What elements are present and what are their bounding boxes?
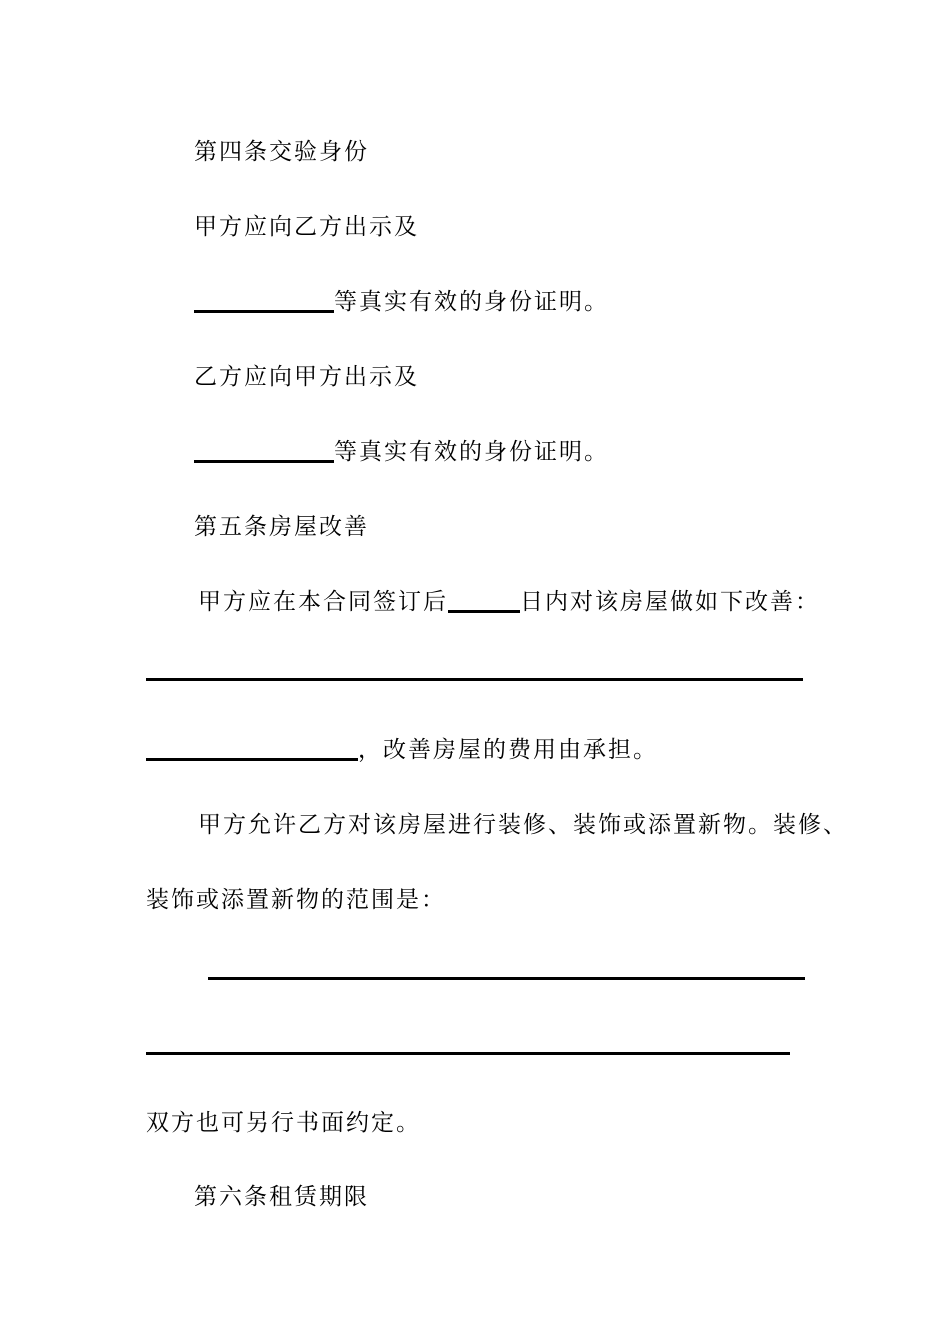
article-4-title: 第四条交验身份 — [194, 139, 369, 165]
id-proof-text: 等真实有效的身份证明。 — [334, 439, 609, 465]
article-6-title: 第六条租赁期限 — [194, 1184, 369, 1210]
article-4-paragraph-1-continued — [194, 287, 609, 317]
article-4-paragraph-2-continued — [194, 437, 609, 467]
days-blank — [448, 610, 520, 613]
cost-text: ，改善房屋的费用由承担。 — [358, 737, 658, 763]
article-5-paragraph-1-tail — [146, 735, 658, 765]
scope-blank-line — [208, 977, 805, 980]
article-5-paragraph-2-line-2: 装饰或添置新物的范围是： — [146, 887, 446, 913]
article-5-title: 第五条房屋改善 — [194, 514, 369, 540]
article-5-paragraph-3: 双方也可另行书面约定。 — [146, 1110, 421, 1136]
fill-in-blank — [146, 758, 358, 761]
scope-blank-line — [146, 1052, 790, 1055]
article-5-paragraph-2-line-1: 甲方允许乙方对该房屋进行装修、装饰或添置新物。装修、 — [198, 812, 848, 838]
text-segment: 日内对该房屋做如下改善： — [520, 589, 820, 615]
id-proof-text: 等真实有效的身份证明。 — [334, 289, 609, 315]
fill-in-blank — [194, 460, 334, 463]
article-4-paragraph-1: 甲方应向乙方出示及 — [194, 214, 419, 240]
improvement-blank-line — [146, 678, 803, 681]
fill-in-blank — [194, 310, 334, 313]
article-5-paragraph-1 — [198, 587, 820, 617]
article-4-paragraph-2: 乙方应向甲方出示及 — [194, 364, 419, 390]
text-segment: 甲方应在本合同签订后 — [198, 589, 448, 615]
